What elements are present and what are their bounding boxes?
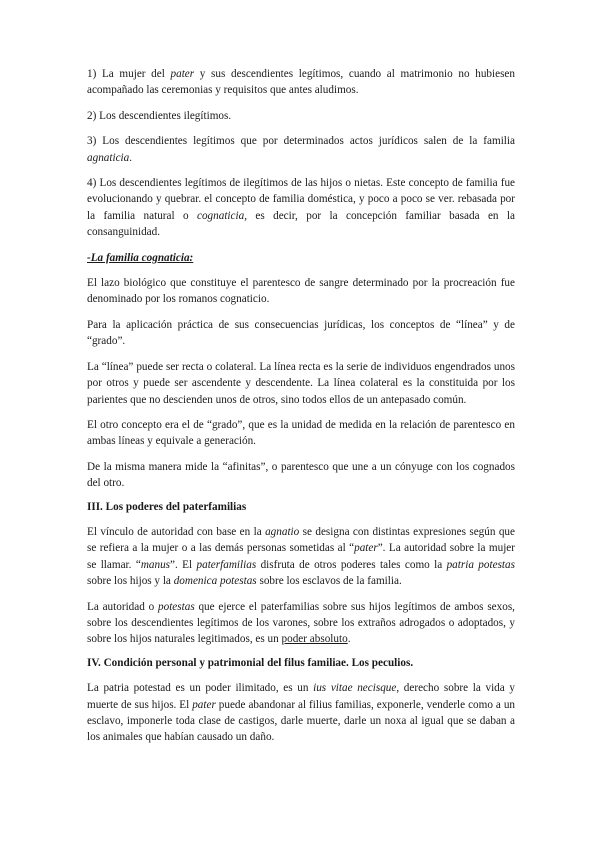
list-item-4: 4) Los descendientes legítimos de ilegítimos de las hijos o nietas. Este concepto de familia fue evolucionando y quebrar. el concepto de familia doméstica, y poco a poco se ver. rebasada por la familia natural o cognaticia, es decir, por la concepción familiar basada en la consanguinidad. xyxy=(87,177,515,239)
cognatic-paragraph-2: Para la aplicación práctica de sus consecuencias jurídicas, los conceptos de “línea” y de “grado”. xyxy=(87,318,515,348)
section-4-heading: IV. Condición personal y patrimonial del filus familiae. Los peculios. xyxy=(87,656,414,669)
cognatic-paragraph-1: El lazo biológico que constituye el parentesco de sangre determinado por la procreación fue denominado por los romanos cognaticio. xyxy=(87,277,515,306)
cognatic-family-heading: -La familia cognaticia: xyxy=(87,251,194,264)
cognatic-paragraph-5: De la misma manera mide la “afinitas”, o parentesco que une a un cónyuge con los cognados del otro. xyxy=(87,460,515,490)
list-item-2: 2) Los descendientes ilegítimos. xyxy=(87,109,232,122)
section-3-paragraph-1: El vínculo de autoridad con base en la agnatio se designa con distintas expresiones según que se refiera a la mujer o a las demás personas sometidas al “pater”. La autoridad sobre la mujer se llamar. “manus”. El paterfamilias disfruta de otros poderes tales como la patria potestas sobre los hijos y la domenica potestas sobre los esclavos de la familia. xyxy=(87,525,515,588)
document-body xyxy=(87,66,515,746)
cognatic-paragraph-4: El otro concepto era el de “grado”, que es la unidad de medida en la relación de parentesco en ambas líneas y equivale a generación. xyxy=(87,418,515,448)
cognatic-paragraph-3: La “línea” puede ser recta o colateral. La línea recta es la serie de individuos engendrados unos por otros y puede ser ascendente y descendente. La línea colateral es la constituida por los parientes que no descienden unos de otros, sino todos ellos de un antepasado común. xyxy=(87,360,515,406)
list-item-1: 1) La mujer del pater y sus descendientes legítimos, cuando al matrimonio no hubiesen acompañado las ceremonias y requisitos que antes aludimos. xyxy=(87,68,515,97)
list-item-3: 3) Los descendientes legítimos que por determinados actos jurídicos salen de la familia agnaticia. xyxy=(87,135,515,164)
section-3-heading: III. Los poderes del paterfamilias xyxy=(87,500,247,513)
section-4-paragraph-1: La patria potestad es un poder ilimitado, es un ius vitae necisque, derecho sobre la vida y muerte de sus hijos. El pater puede abandonar al filius familias, exponerle, venderle como a un esclavo, imponerle toda clase de castigos, darle muerte, darle un noxa al igual que se daban a los animales que habían causado un daño. xyxy=(87,682,516,744)
section-3-paragraph-2: La autoridad o potestas que ejerce el paterfamilias sobre sus hijos legítimos de ambos sexos, sobre los descendientes legítimos de los varones, sobre los extraños adrogados o adoptados, y sobre los hijos naturales legitimados, es un poder absoluto. xyxy=(87,600,515,646)
